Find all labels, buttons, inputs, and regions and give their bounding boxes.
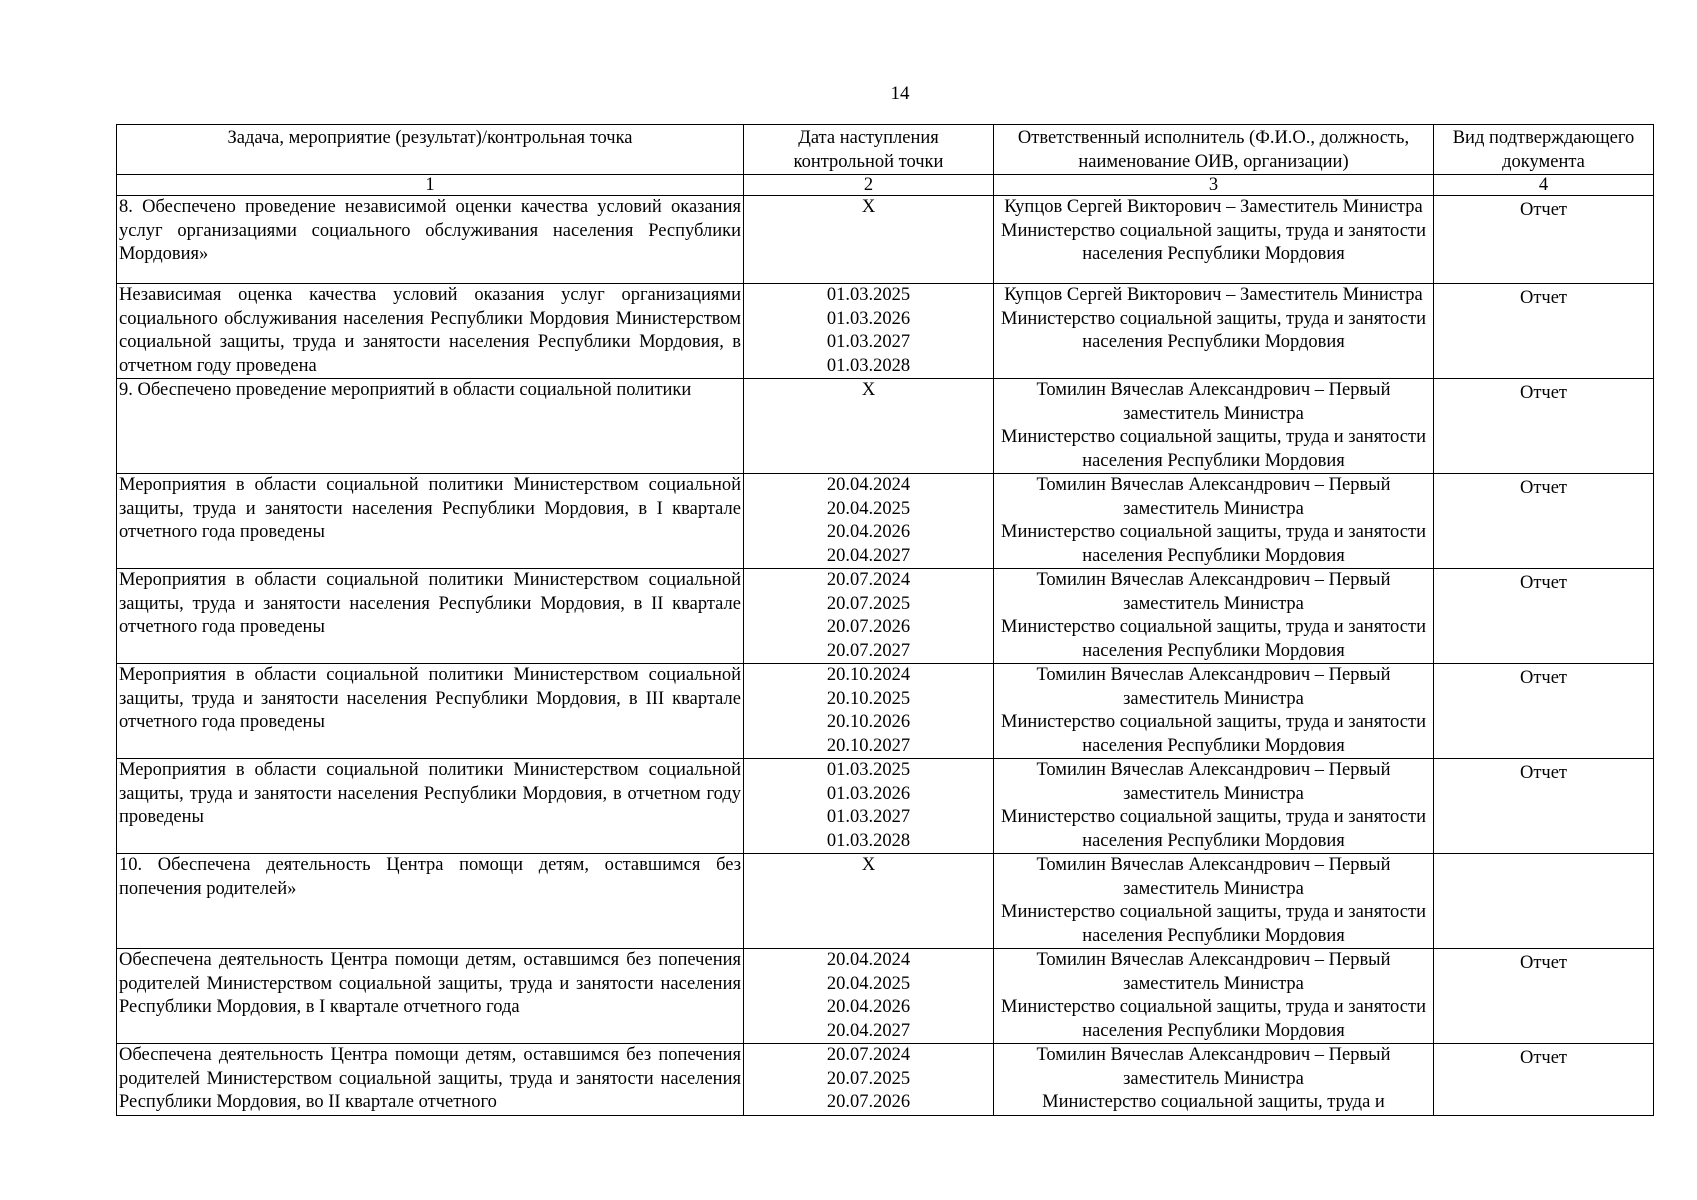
task-cell: Обеспечена деятельность Центра помощи детям, оставшимся без попечения родителей Министерством социальной защиты, труда и занятости населения Республики Мордовия, во II квартале отчетного [117, 1044, 744, 1116]
table-row [117, 196, 1654, 284]
task-cell: Независимая оценка качества условий оказания услуг организациями социального обслуживания населения Республики Мордовия Министерством социальной защиты, труда и занятости населения Республики Мордовия, в отчетном году проведена [117, 284, 744, 379]
table-row [117, 379, 1654, 474]
date-value: 20.10.2027 [826, 735, 911, 756]
document-cell [1434, 379, 1654, 474]
executor-org: Министерство социальной защиты, труда и занятости населения Республики Мордовия [1001, 617, 1426, 661]
date-value: 01.03.2027 [826, 807, 911, 827]
executor-name: Томилин Вячеслав Александрович – Первый заместитель Министра [1036, 760, 1391, 804]
executor-name: Томилин Вячеслав Александрович – Первый заместитель Министра [1036, 665, 1391, 709]
task-cell: 8. Обеспечено проведение независимой оценки качества условий оказания услуг организациями социального обслуживания населения Республики Мордовия» [117, 196, 744, 284]
date-value: 20.07.2026 [826, 1092, 911, 1112]
document-cell [1434, 284, 1654, 379]
date-cell [744, 474, 994, 569]
table-row [117, 1044, 1654, 1116]
executor-cell [994, 379, 1434, 474]
document-cell [1434, 196, 1654, 284]
header-executor: Ответственный исполнитель (Ф.И.О., должность, наименование ОИВ, организации) [994, 125, 1434, 175]
date-value: 01.03.2027 [826, 332, 911, 352]
task-cell: 9. Обеспечено проведение мероприятий в области социальной политики [117, 379, 744, 474]
table-row [117, 664, 1654, 759]
date-value: 20.07.2027 [826, 640, 911, 661]
table-row [117, 854, 1654, 949]
executor-cell [994, 664, 1434, 759]
task-cell: 10. Обеспечена деятельность Центра помощи детям, оставшимся без попечения родителей» [117, 854, 744, 949]
date-value: 20.04.2027 [826, 1020, 911, 1041]
document-type: Отчет [1519, 763, 1568, 783]
column-number: 4 [1434, 175, 1654, 196]
executor-name: Купцов Сергей Викторович – Заместитель Министра [1004, 285, 1423, 305]
date-cell [744, 196, 994, 284]
date-value: 20.07.2025 [826, 593, 911, 614]
date-value: 01.03.2025 [826, 760, 911, 780]
date-value: 20.10.2025 [826, 688, 911, 709]
date-value: 20.04.2026 [826, 522, 911, 542]
executor-cell [994, 569, 1434, 664]
document-type [1436, 854, 1651, 857]
document-cell [1434, 854, 1654, 949]
executor-cell [994, 196, 1434, 284]
document-cell [1434, 664, 1654, 759]
date-value: 01.03.2026 [826, 783, 911, 804]
date-cell [744, 284, 994, 379]
task-cell: Мероприятия в области социальной политики Министерством социальной защиты, труда и занятости населения Республики Мордовия, в I квартале отчетного года проведены [117, 474, 744, 569]
executor-org: Министерство социальной защиты, труда и занятости населения Республики Мордовия [1001, 997, 1426, 1041]
executor-name: Томилин Вячеслав Александрович – Первый заместитель Министра [1036, 380, 1391, 424]
task-cell: Мероприятия в области социальной политики Министерством социальной защиты, труда и занятости населения Республики Мордовия, в II квартале отчетного года проведены [117, 569, 744, 664]
date-value: 20.07.2024 [826, 570, 911, 590]
date-value: 01.03.2025 [826, 285, 911, 305]
table-row [117, 474, 1654, 569]
date-cell [744, 569, 994, 664]
column-number: 2 [744, 175, 994, 196]
date-value: X [861, 197, 876, 217]
date-cell [744, 379, 994, 474]
date-value: 20.04.2026 [826, 997, 911, 1017]
date-value: 01.03.2028 [826, 830, 911, 851]
date-cell [744, 854, 994, 949]
date-value: X [861, 855, 876, 875]
document-type: Отчет [1519, 383, 1568, 403]
executor-org: Министерство социальной защиты, труда и занятости населения Республики Мордовия [1001, 807, 1426, 851]
executor-name: Томилин Вячеслав Александрович – Первый заместитель Министра [1036, 950, 1391, 994]
executor-cell [994, 949, 1434, 1044]
document-cell [1434, 569, 1654, 664]
executor-name: Томилин Вячеслав Александрович – Первый заместитель Министра [1036, 475, 1391, 519]
document-cell [1434, 949, 1654, 1044]
date-cell [744, 664, 994, 759]
date-cell [744, 1044, 994, 1116]
column-number: 1 [117, 175, 744, 196]
date-value: 20.04.2027 [826, 545, 911, 566]
executor-org: Министерство социальной защиты, труда и занятости населения Республики Мордовия [1001, 522, 1426, 566]
date-value: 20.10.2026 [826, 712, 911, 732]
date-value: 20.04.2025 [826, 973, 911, 994]
document-cell [1434, 759, 1654, 854]
table-header-row [117, 125, 1654, 175]
control-points-table [116, 124, 1654, 1116]
document-type: Отчет [1519, 953, 1568, 973]
executor-org: Министерство социальной защиты, труда и [1042, 1092, 1385, 1112]
executor-cell [994, 759, 1434, 854]
header-task: Задача, мероприятие (результат)/контрольная точка [117, 125, 744, 175]
date-value: 20.04.2025 [826, 498, 911, 519]
date-value: 20.07.2026 [826, 617, 911, 637]
executor-name: Купцов Сергей Викторович – Заместитель Министра [1004, 197, 1423, 217]
document-cell [1434, 1044, 1654, 1116]
executor-org: Министерство социальной защиты, труда и занятости населения Республики Мордовия [1001, 712, 1426, 756]
document-type: Отчет [1519, 478, 1568, 498]
document-type: Отчет [1519, 668, 1568, 688]
executor-org: Министерство социальной защиты, труда и занятости населения Республики Мордовия [1001, 308, 1426, 352]
date-value: 20.04.2024 [826, 950, 911, 970]
document-type: Отчет [1519, 1048, 1568, 1068]
task-cell: Обеспечена деятельность Центра помощи детям, оставшимся без попечения родителей Министерством социальной защиты, труда и занятости населения Республики Мордовия, в I квартале отчетного года [117, 949, 744, 1044]
executor-org: Министерство социальной защиты, труда и занятости населения Республики Мордовия [1001, 427, 1426, 471]
task-cell: Мероприятия в области социальной политики Министерством социальной защиты, труда и занятости населения Республики Мордовия, в III квартале отчетного года проведены [117, 664, 744, 759]
executor-name: Томилин Вячеслав Александрович – Первый заместитель Министра [1036, 855, 1391, 899]
executor-org: Министерство социальной защиты, труда и занятости населения Республики Мордовия [1001, 902, 1426, 946]
executor-name: Томилин Вячеслав Александрович – Первый заместитель Министра [1036, 1045, 1391, 1089]
document-cell [1434, 474, 1654, 569]
table-row [117, 569, 1654, 664]
page-number: 14 [890, 83, 910, 104]
date-cell [744, 949, 994, 1044]
document-type: Отчет [1519, 573, 1568, 593]
executor-name: Томилин Вячеслав Александрович – Первый заместитель Министра [1036, 570, 1391, 614]
document-type: Отчет [1519, 288, 1568, 308]
date-value: 20.04.2024 [826, 475, 911, 495]
executor-cell [994, 474, 1434, 569]
executor-cell [994, 854, 1434, 949]
document-type: Отчет [1519, 200, 1568, 220]
executor-cell [994, 1044, 1434, 1116]
date-value: 20.10.2024 [826, 665, 911, 685]
date-value: 01.03.2026 [826, 308, 911, 329]
date-cell [744, 759, 994, 854]
header-date: Дата наступления контрольной точки [744, 125, 994, 175]
table-row [117, 284, 1654, 379]
executor-cell [994, 284, 1434, 379]
task-cell: Мероприятия в области социальной политики Министерством социальной защиты, труда и занятости населения Республики Мордовия, в отчетном году проведены [117, 759, 744, 854]
date-value: 20.07.2025 [826, 1068, 911, 1089]
column-number: 3 [994, 175, 1434, 196]
date-value: 20.07.2024 [826, 1045, 911, 1065]
date-value: X [861, 380, 876, 400]
column-number-row [117, 175, 1654, 196]
table-row [117, 949, 1654, 1044]
table-row [117, 759, 1654, 854]
date-value: 01.03.2028 [826, 355, 911, 376]
header-document: Вид подтверждающего документа [1434, 125, 1654, 175]
executor-org: Министерство социальной защиты, труда и занятости населения Республики Мордовия [1001, 220, 1426, 264]
